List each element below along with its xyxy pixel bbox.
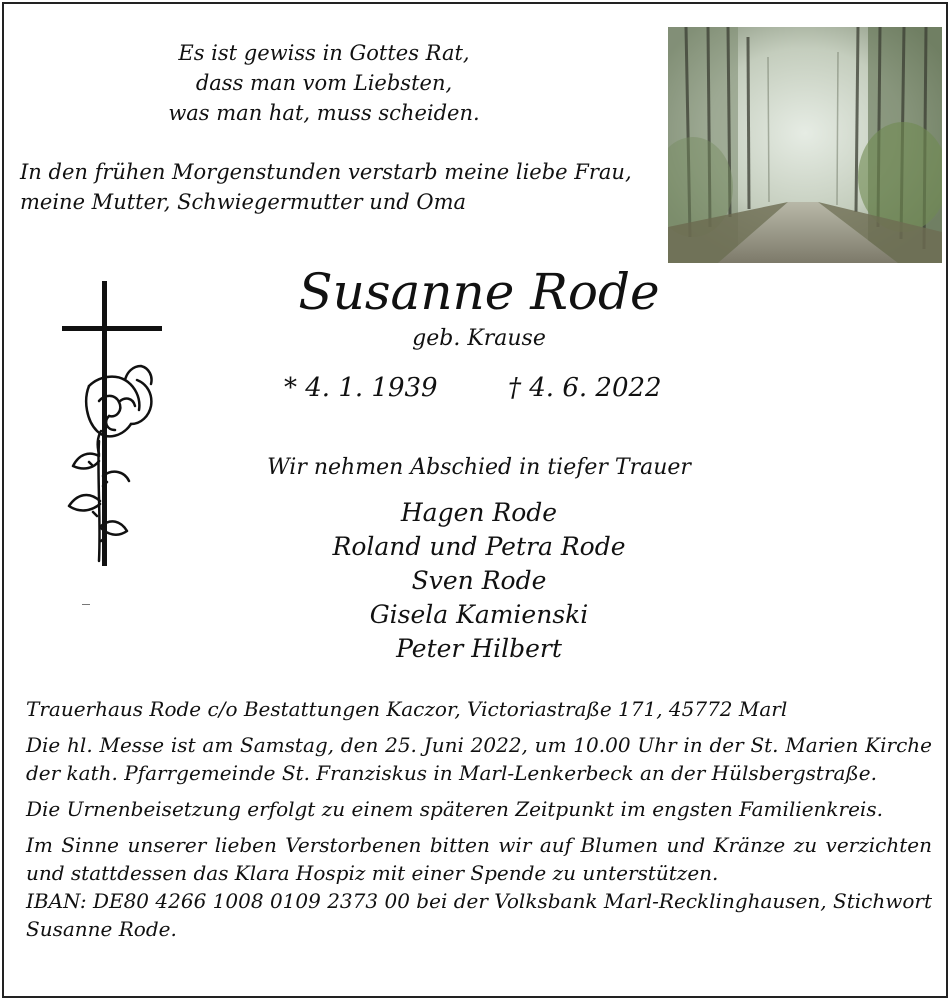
verse [124, 38, 524, 128]
verse-line: dass man vom Liebsten, [195, 71, 453, 95]
burial-info: Die Urnenbeisetzung erfolgt zu einem späteren Zeitpunkt im engsten Familienkreis. [26, 797, 883, 821]
donation-info [26, 831, 932, 943]
divider-mark [82, 604, 90, 605]
service-info [26, 695, 932, 943]
family-list [204, 496, 754, 666]
family-member: Roland und Petra Rode [332, 532, 626, 561]
death-date: † 4. 6. 2022 [508, 373, 662, 403]
foggy-forest-path-image [668, 27, 942, 263]
family-member: Gisela Kamienski [369, 600, 589, 629]
mass-info: Die hl. Messe ist am Samstag, den 25. Juni 2022, um 10.00 Uhr in der St. Marien Kirche der kath. Pfarrgemeinde St. Franziskus in Marl-Lenkerbeck an der Hülsbergstraße. [26, 733, 932, 785]
mourning-house-address: Trauerhaus Rode c/o Bestattungen Kaczor, Victoriastraße 171, 45772 Marl [26, 697, 788, 721]
intro-line: meine Mutter, Schwiegermutter und Oma [20, 190, 467, 214]
cross-with-rose-icon [59, 276, 169, 616]
family-member: Hagen Rode [400, 498, 558, 527]
family-member: Peter Hilbert [396, 634, 562, 663]
birth-date: * 4. 1. 1939 [284, 373, 438, 403]
bank-details: IBAN: DE80 4266 1008 0109 2373 00 bei der Volksbank Marl-Recklinghausen, Stichwort Susanne Rode. [26, 889, 932, 941]
deceased-name: Susanne Rode [298, 263, 660, 321]
life-dates [284, 370, 684, 406]
intro-text [20, 157, 640, 217]
family-member: Sven Rode [411, 566, 547, 595]
donation-request: Im Sinne unserer lieben Verstorbenen bitten wir auf Blumen und Kränze zu verzichten und stattdessen das Klara Hospiz mit einer Spende zu unterstützen. [26, 833, 932, 885]
obituary-notice [2, 2, 948, 998]
intro-line: In den frühen Morgenstunden verstarb meine liebe Frau, [20, 160, 632, 184]
verse-line: Es ist gewiss in Gottes Rat, [178, 41, 470, 65]
mourning-line: Wir nehmen Abschied in tiefer Trauer [267, 455, 691, 480]
verse-line: was man hat, muss scheiden. [168, 101, 480, 125]
birth-name: geb. Krause [412, 326, 546, 351]
